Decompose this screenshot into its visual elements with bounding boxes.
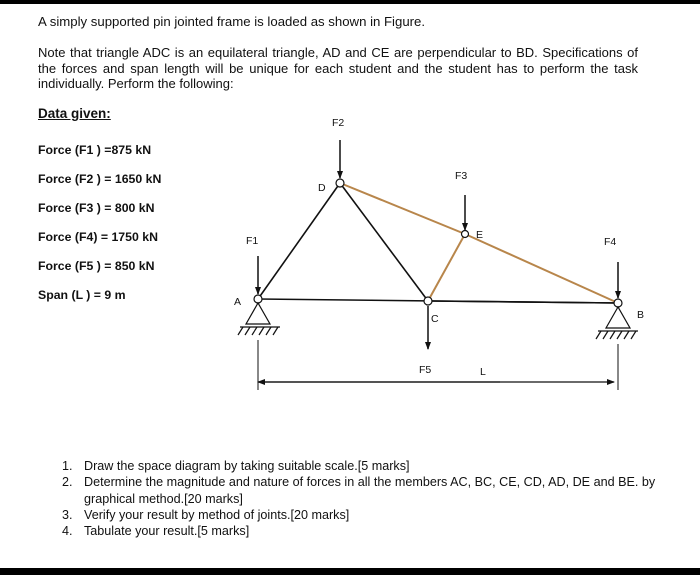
data-heading: Data given:: [38, 106, 111, 121]
label-f3: F3: [455, 170, 468, 182]
label-node-d: D: [318, 182, 326, 194]
task-text: Tabulate your result.[5 marks]: [84, 524, 250, 539]
member-cb: [428, 301, 618, 303]
data-item-span: Span (L ) = 9 m: [38, 288, 126, 302]
task-text: Draw the space diagram by taking suitable scale.[5 marks]: [84, 459, 410, 473]
task-list: [62, 458, 662, 539]
task-number: 1.: [62, 459, 73, 473]
support-a-icon: [238, 303, 280, 335]
data-item-f2: Force (F2 ) = 1650 kN: [38, 172, 162, 186]
member-ce: [428, 234, 465, 301]
data-item-f4: Force (F4) = 1750 kN: [38, 230, 158, 244]
label-node-c: C: [431, 313, 439, 325]
support-b-icon: [596, 307, 638, 339]
data-item-f5: Force (F5 ) = 850 kN: [38, 259, 155, 273]
label-node-a: A: [234, 296, 242, 308]
label-f4: F4: [604, 236, 617, 248]
task-item: [62, 507, 662, 523]
member-ad: [258, 183, 340, 299]
task-number: 2.: [62, 475, 73, 490]
member-eb: [465, 234, 618, 303]
joint-d: [336, 179, 344, 187]
problem-sheet: [0, 4, 700, 568]
label-f2: F2: [332, 117, 345, 129]
task-text: Verify your result by method of joints.[20 marks]: [84, 507, 350, 522]
label-f1: F1: [246, 235, 259, 247]
task-item: [62, 474, 662, 507]
task-text: Determine the magnitude and nature of forces in all the members AC, BC, CE, CD, AD, DE and BE. by graphical method.[20 marks]: [84, 475, 656, 506]
label-node-e: E: [476, 229, 484, 241]
joint-c: [424, 297, 432, 305]
task-number: 3.: [62, 507, 73, 522]
joint-e: [462, 231, 469, 238]
task-number: 4.: [62, 524, 73, 539]
data-item-f3: Force (F3 ) = 800 kN: [38, 201, 155, 215]
intro-text: A simply supported pin jointed frame is loaded as shown in Figure.: [38, 14, 426, 29]
note-paragraph: Note that triangle ADC is an equilateral triangle, AD and CE are perpendicular to BD. Specifications of the forces and span length will be unique for each student and the student has to perform the task individually. Perform the following:: [38, 45, 638, 91]
label-f5: F5: [419, 364, 432, 376]
label-node-b: B: [637, 309, 645, 321]
label-span: L: [480, 366, 486, 378]
task-item: [62, 458, 662, 474]
task-item: [62, 523, 662, 539]
data-item-f1: Force (F1 ) =875 kN: [38, 143, 152, 157]
